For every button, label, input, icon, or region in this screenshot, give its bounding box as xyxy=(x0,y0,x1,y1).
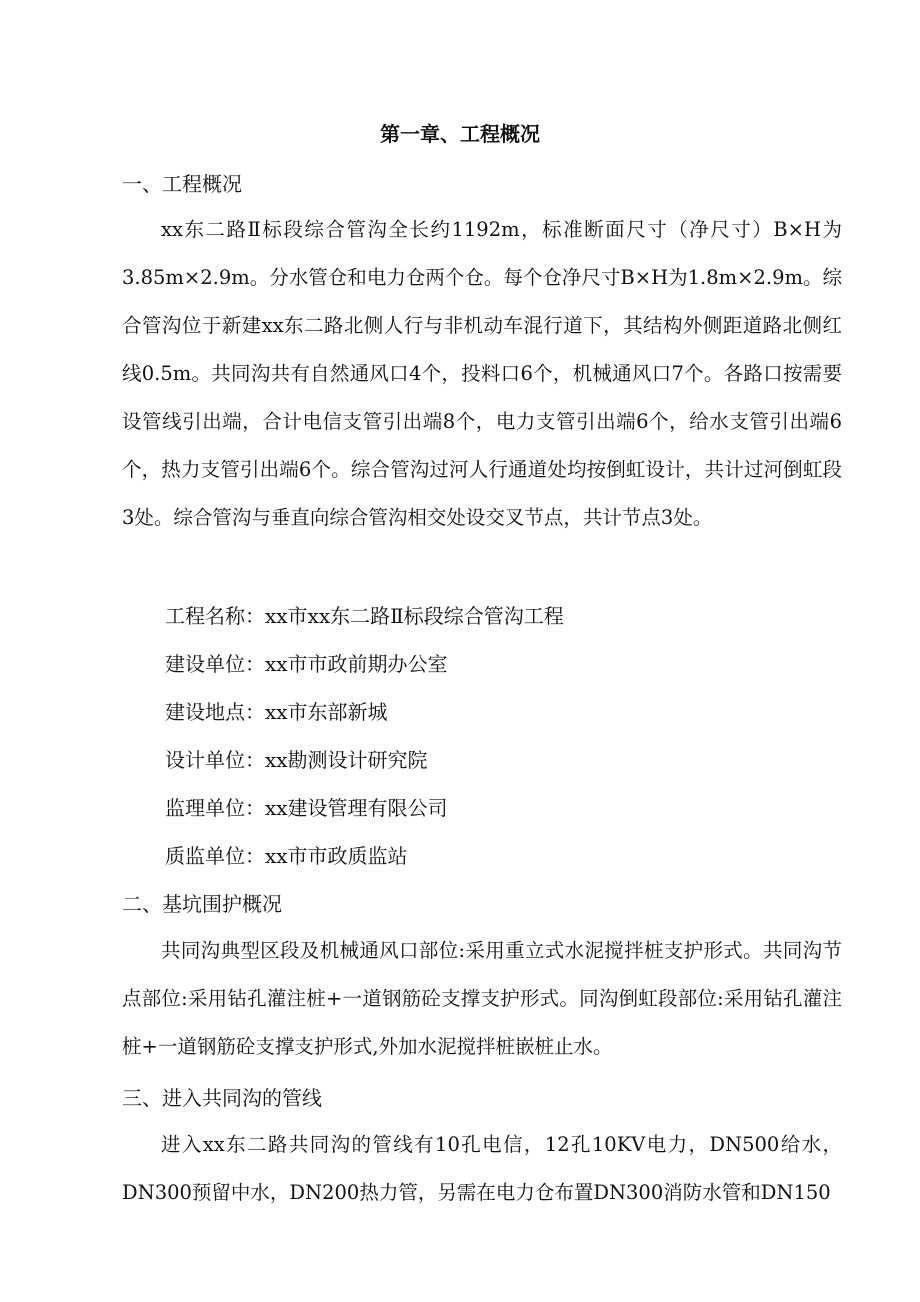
info-quality-supervision: 质监单位：xx市市政质监站 xyxy=(165,844,408,868)
excavation-paragraph: 共同沟典型区段及机械通风口部位:采用重立式水泥搅拌桩支护形式。共同沟节点部位:采用钻孔灌注桩+一道钢筋砼支撑支护形式。同沟倒虹段部位:采用钻孔灌注桩+一道钢筋砼支撑支护形式,外加水泥搅拌桩嵌桩止水。 xyxy=(122,939,842,1058)
section-heading-overview: 一、工程概况 xyxy=(122,172,242,196)
pipelines-paragraph: 进入xx东二路共同沟的管线有10孔电信，12孔10KV电力，DN500给水，DN300预留中水，DN200热力管，另需在电力仓布置DN300消防水管和DN150 xyxy=(122,1133,842,1204)
info-owner: 建设单位：xx市市政前期办公室 xyxy=(165,652,448,676)
info-project-name: 工程名称：xx市xx东二路Ⅱ标段综合管沟工程 xyxy=(165,604,564,628)
overview-paragraph: xx东二路Ⅱ标段综合管沟全长约1192m，标准断面尺寸（净尺寸）B×H为3.85m×2.9m。分水管仓和电力仓两个仓。每个仓净尺寸B×H为1.8m×2.9m。综合管沟位于新建xx东二路北侧人行与非机动车混行道下，其结构外侧距道路北侧红线0.5m。共同沟共有自然通风口4个，投料口6个，机械通风口7个。各路口按需要设管线引出端，合计电信支管引出端8个，电力支管引出端6个，给水支管引出端6个，热力支管引出端6个。综合管沟过河人行通道处均按倒虹设计，共计过河倒虹段3处。综合管沟与垂直向综合管沟相交处设交叉节点，共计节点3处。 xyxy=(122,218,842,529)
info-location: 建设地点：xx市东部新城 xyxy=(165,700,388,724)
info-supervisor: 监理单位：xx建设管理有限公司 xyxy=(165,796,448,820)
section-heading-excavation: 二、基坑围护概况 xyxy=(122,892,282,916)
info-designer: 设计单位：xx勘测设计研究院 xyxy=(165,748,428,772)
section-heading-pipelines: 三、进入共同沟的管线 xyxy=(122,1086,322,1110)
chapter-title: 第一章、工程概况 xyxy=(380,122,540,146)
